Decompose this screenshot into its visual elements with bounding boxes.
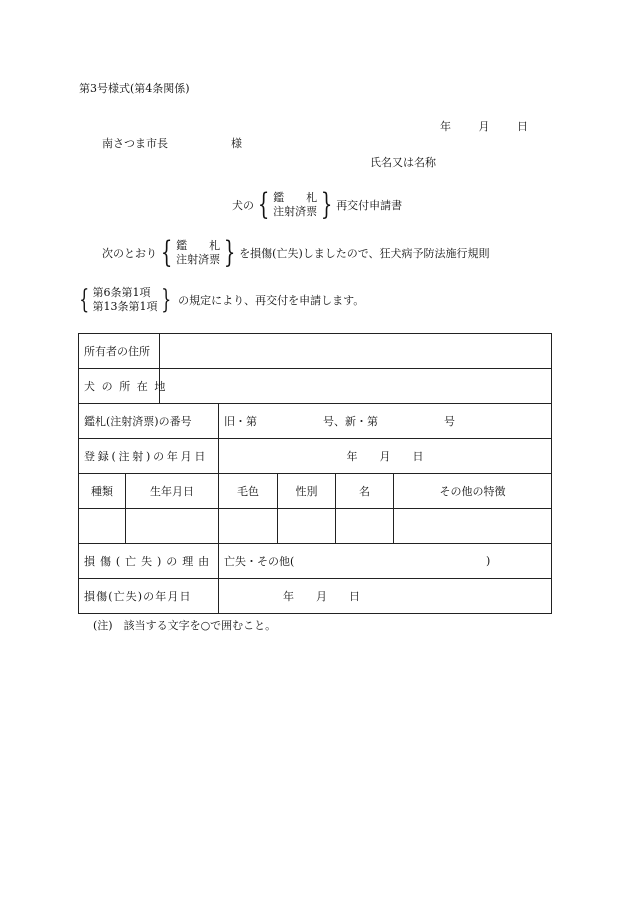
dog-location-label: 犬の所在地 — [79, 369, 160, 404]
date-month: 月 — [478, 120, 490, 133]
left-brace-icon: { — [160, 235, 173, 270]
body-option-b: 注射済票 — [176, 253, 221, 266]
other-features-field[interactable] — [394, 509, 552, 544]
table-row — [79, 509, 552, 544]
reason-field[interactable] — [219, 544, 552, 579]
article-options — [93, 286, 158, 314]
addressee: 南さつま市長 — [102, 137, 168, 150]
table-row — [79, 439, 552, 474]
tag-number-field[interactable]: 旧・第 号、新・第 号 — [219, 404, 552, 439]
damage-date-label: 損傷(亡失)の年月日 — [79, 579, 219, 614]
honorific: 様 — [231, 137, 242, 150]
title-option-b: 注射済票 — [273, 205, 318, 218]
footnote: (注) 該当する文字を○で囲むこと。 — [93, 619, 277, 632]
body-options — [176, 239, 220, 267]
applicant-label: 氏名又は名称 — [370, 156, 436, 169]
articles-sentence — [76, 286, 364, 314]
title-suffix: 再交付申請書 — [336, 199, 403, 212]
left-brace-icon: { — [257, 187, 270, 222]
title-prefix: 犬の — [232, 199, 254, 212]
document-title — [232, 187, 403, 222]
reason-close: ) — [486, 554, 491, 568]
body-continuation: を損傷(亡失)しましたので、狂犬病予防法施行規則 — [239, 247, 490, 260]
table-row — [79, 369, 552, 404]
right-brace-icon: } — [160, 285, 171, 315]
application-table — [78, 333, 552, 614]
column-header: 名 — [336, 474, 394, 509]
owner-address-field[interactable] — [160, 334, 552, 369]
table-row — [79, 404, 552, 439]
dog-location-field[interactable] — [160, 369, 552, 404]
left-brace-icon: { — [79, 285, 90, 315]
title-options — [273, 191, 317, 219]
column-header: 性別 — [278, 474, 336, 509]
closing-text: の規定により、再交付を申請します。 — [178, 294, 365, 307]
body-option-a: 鑑 札 — [176, 239, 221, 252]
article-a: 第6条第1項 — [92, 286, 151, 299]
right-brace-icon: } — [320, 187, 333, 222]
sex-field[interactable] — [278, 509, 336, 544]
reason-value: 亡失・その他( — [224, 555, 295, 568]
birthdate-field[interactable] — [126, 509, 219, 544]
column-header: 生年月日 — [126, 474, 219, 509]
column-header: 毛色 — [219, 474, 278, 509]
body-lead: 次のとおり — [102, 247, 157, 260]
owner-address-label: 所有者の住所 — [79, 334, 160, 369]
title-option-a: 鑑 札 — [273, 191, 318, 204]
right-brace-icon: } — [223, 235, 236, 270]
kind-field[interactable] — [79, 509, 126, 544]
registration-date-field[interactable]: 年 月 日 — [219, 439, 552, 474]
coat-color-field[interactable] — [219, 509, 278, 544]
table-row — [79, 474, 552, 509]
damage-date-field[interactable]: 年 月 日 — [219, 579, 552, 614]
article-b: 第13条第1項 — [92, 300, 158, 313]
table-row — [79, 544, 552, 579]
body-sentence — [102, 235, 490, 270]
reason-label: 損傷(亡失)の理由 — [79, 544, 219, 579]
registration-date-label: 登録(注射)の年月日 — [79, 439, 219, 474]
date-line — [440, 121, 528, 132]
name-field[interactable] — [336, 509, 394, 544]
date-day: 日 — [517, 120, 528, 133]
column-header: 種類 — [79, 474, 126, 509]
column-header: その他の特徴 — [394, 474, 552, 509]
form-number: 第3号様式(第4条関係) — [79, 82, 190, 95]
date-year: 年 — [440, 120, 451, 133]
table-row — [79, 334, 552, 369]
table-row — [79, 579, 552, 614]
tag-number-label: 鑑札(注射済票)の番号 — [79, 404, 219, 439]
